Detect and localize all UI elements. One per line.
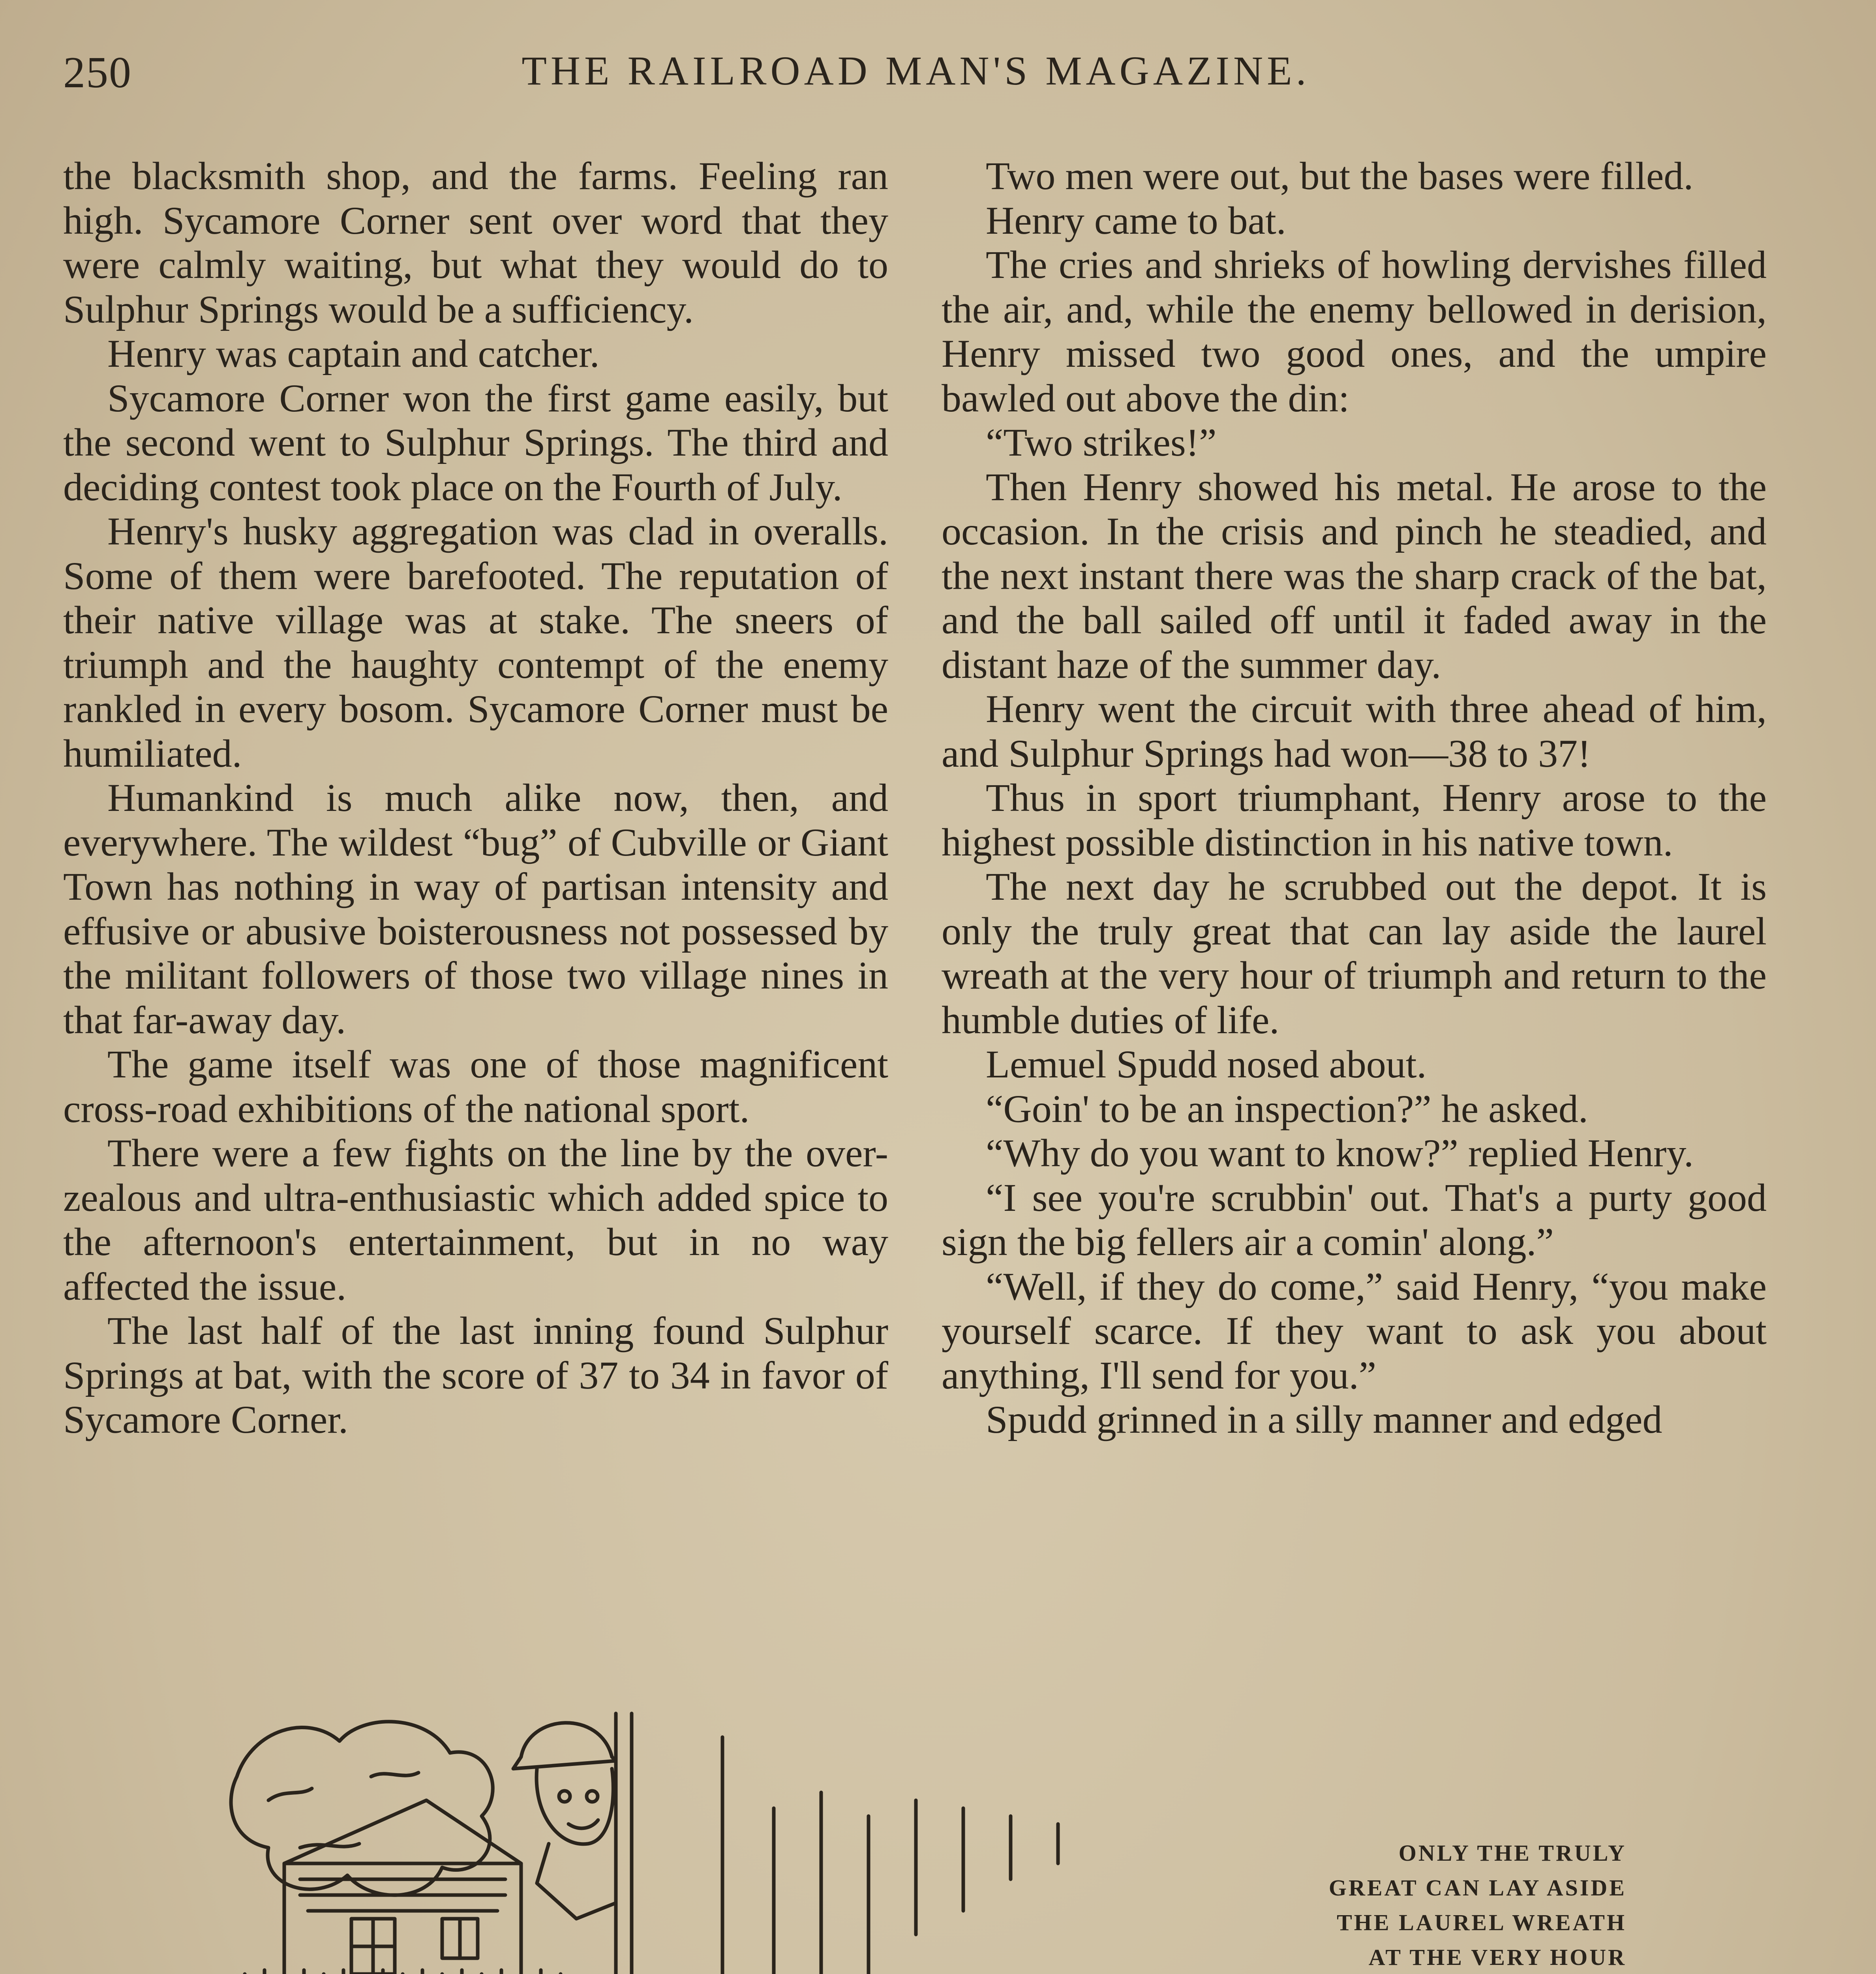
paragraph: Henry went the circuit with three ahead of him, and Sulphur Springs had won—38 to 37! — [942, 687, 1767, 775]
door-frame — [616, 1713, 722, 1974]
paragraph: The last half of the last inning found Sulphur Springs at bat, with the score of 37 to 34 in favor of Sycamore Corner. — [63, 1309, 888, 1441]
paragraph: Lemuel Spudd nosed about. — [986, 1042, 1427, 1086]
paragraph: The game itself was one of those magnificent cross-road exhibitions of the national sport. — [63, 1042, 888, 1131]
paragraph: “Why do you want to know?” replied Henry. — [986, 1131, 1694, 1175]
caption-line: AT THE VERY HOUR — [1368, 1944, 1626, 1970]
right-column — [942, 154, 1767, 1674]
paragraph: Henry came to bat. — [986, 198, 1286, 242]
paragraph: Then Henry showed his metal. He arose to the occasion. In the crisis and pinch he steadied, and the next instant there was the sharp crack of the bat, and the ball sailed off until it faded away in the distant haze of the summer day. — [942, 465, 1767, 687]
tree-foliage — [231, 1722, 493, 1895]
page-header — [63, 47, 1769, 103]
caption-line: ONLY THE TRULY — [1398, 1840, 1626, 1866]
paragraph: Henry was captain and catcher. — [107, 332, 600, 375]
paragraph: The cries and shrieks of howling dervishes filled the air, and, while the enemy bellowed in derision, Henry missed two good ones, and the umpire bawled out above the din: — [942, 243, 1767, 420]
caption-line: GREAT CAN LAY ASIDE — [1328, 1875, 1626, 1901]
paragraph: Thus in sport triumphant, Henry arose to the highest possible distinction in his native town. — [942, 776, 1767, 864]
paragraph: “Goin' to be an inspection?” he asked. — [986, 1086, 1588, 1131]
paragraph: “Well, if they do come,” said Henry, “you make yourself scarce. If they want to ask you about anything, I'll send for you.” — [942, 1264, 1767, 1397]
caption-line: THE LAUREL WREATH — [1337, 1910, 1626, 1935]
paragraph: Henry's husky aggregation was clad in overalls. Some of them were barefooted. The reputation of their native village was at stake. The sneers of triumph and the haughty contempt of the enemy rankled in every bosom. Sycamore Corner must be humiliated. — [63, 509, 888, 775]
paragraph: “I see you're scrubbin' out. That's a purty good sign the big fellers air a comin' along.” — [942, 1175, 1767, 1264]
paragraph: the blacksmith shop, and the farms. Feeling ran high. Sycamore Corner sent over word that they were calmly waiting, but what they would do to Sulphur Springs would be a sufficiency. — [63, 154, 888, 331]
paragraph: Humankind is much alike now, then, and everywhere. The wildest “bug” of Cubville or Giant Town has nothing in way of partisan intensity and effusive or abusive boisterousness not possessed by the militant followers of those two village nines in that far-away day. — [63, 776, 888, 1042]
paragraph: Spudd grinned in a silly manner and edged — [986, 1398, 1662, 1441]
running-title: THE RAILROAD MAN'S MAGAZINE. — [522, 48, 1310, 94]
paragraph: The next day he scrubbed out the depot. It is only the truly great that can lay aside the laurel wreath at the very hour of triumph and return to the humble duties of life. — [942, 865, 1767, 1042]
illustration-caption — [1291, 1836, 1626, 1974]
peeking-man — [513, 1723, 616, 1769]
paragraph: “Two strikes!” — [986, 420, 1217, 464]
paragraph: Two men were out, but the bases were filled. — [986, 154, 1694, 198]
left-column — [63, 154, 888, 1674]
page-number: 250 — [63, 48, 132, 97]
paragraph: Sycamore Corner won the first game easily, but the second went to Sulphur Springs. The third and deciding contest took place on the Fourth of July. — [63, 376, 888, 509]
paragraph: There were a few fights on the line by the over-zealous and ultra-enthusiastic which added spice to the afternoon's entertainment, but in no way affected the issue. — [63, 1131, 888, 1308]
